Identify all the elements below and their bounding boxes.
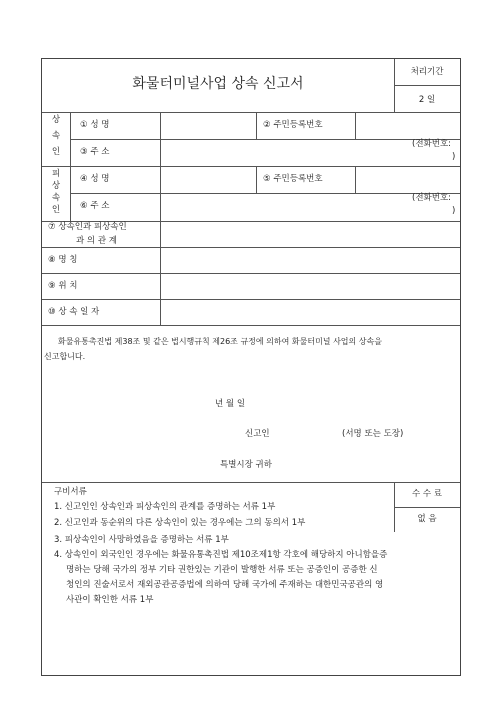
signature-placeholder: (서명 또는 도장) xyxy=(342,429,404,439)
docs-header: 구비서류 xyxy=(54,487,87,497)
decedent-phone-close: ) xyxy=(452,206,456,216)
decedent-reg-label: ⑤ 주민등록번호 xyxy=(263,174,323,184)
relation-label: ⑦ 상속인과 피상속인 xyxy=(48,222,127,232)
heir-phone-label: (전화번호: xyxy=(412,139,452,149)
rule xyxy=(355,112,356,139)
rule xyxy=(70,112,71,221)
rule xyxy=(256,112,257,139)
rule xyxy=(42,166,460,167)
rule xyxy=(42,273,460,274)
rule xyxy=(42,325,460,326)
rule xyxy=(355,166,356,193)
heir-reg-label: ② 주민등록번호 xyxy=(263,120,323,130)
rule xyxy=(42,482,460,483)
decedent-group-char: 피 xyxy=(51,169,61,179)
rule xyxy=(256,166,257,193)
addressee: 특별시장 귀하 xyxy=(220,460,272,470)
fee-value: 없 음 xyxy=(417,514,437,524)
decedent-name-label: ④ 성 명 xyxy=(80,174,110,184)
processing-period-value: 2 일 xyxy=(418,95,436,105)
decedent-phone-label: (전화번호: xyxy=(412,193,452,203)
form-title: 화물터미널사업 상속 신고서 xyxy=(132,76,304,92)
rule xyxy=(42,247,460,248)
location-label: ⑨ 위 치 xyxy=(48,281,78,291)
docs-item: 사관이 확인한 서류 1부 xyxy=(66,595,154,605)
docs-item: 3. 피상속인이 사망하였음을 증명하는 서류 1부 xyxy=(54,535,229,545)
heir-phone-close: ) xyxy=(452,152,456,162)
inherit-date-label: ⑩ 상 속 일 자 xyxy=(48,307,100,317)
statement-line: 신고합니다. xyxy=(44,352,86,361)
rule xyxy=(70,139,460,140)
heir-group-char: 속 xyxy=(51,131,61,141)
docs-item: 2. 신고인과 동순위의 다른 상속인이 있는 경우에는 그의 동의서 1부 xyxy=(54,518,306,528)
decedent-group-char: 속 xyxy=(51,193,61,203)
fee-label: 수 수 료 xyxy=(411,489,443,499)
decedent-group-char: 상 xyxy=(51,181,61,191)
docs-item: 명하는 당해 국가의 정부 기타 권한있는 기관이 발행한 서류 또는 공증인이 공증한 신 xyxy=(66,565,378,575)
docs-item: 4. 상속인이 외국인인 경우에는 화물유통촉진법 제10조제1항 각호에 해당하지 아니함을증 xyxy=(54,550,388,560)
docs-item: 1. 신고인인 상속인과 피상속인의 관계를 증명하는 서류 1부 xyxy=(54,502,276,512)
rule xyxy=(42,112,460,113)
statement-line: 화물유통촉진법 제38조 및 같은 법시행규칙 제26조 규정에 의하여 화물터미널 사업의 상속을 xyxy=(58,337,382,346)
rule xyxy=(42,299,460,300)
rule xyxy=(160,112,161,325)
date-line: 년 월 일 xyxy=(215,399,246,409)
heir-group-char: 상 xyxy=(51,115,61,125)
rule xyxy=(70,193,460,194)
rule xyxy=(394,85,460,86)
business-name-label: ⑧ 명 칭 xyxy=(48,255,78,265)
docs-item: 청인의 진술서로서 재외공관공증법에 의하여 당해 국가에 주재하는 대한민국공관의 영 xyxy=(66,580,384,590)
decedent-address-label: ⑥ 주 소 xyxy=(80,201,110,211)
decedent-group-char: 인 xyxy=(51,205,61,215)
relation-label-2: 과 의 관 계 xyxy=(76,236,117,246)
rule xyxy=(394,507,460,508)
heir-name-label: ① 성 명 xyxy=(80,120,110,130)
heir-group-char: 인 xyxy=(51,147,61,157)
processing-period-label: 처리기간 xyxy=(410,67,444,77)
heir-address-label: ③ 주 소 xyxy=(80,147,110,157)
signer-label: 신고인 xyxy=(245,429,270,439)
